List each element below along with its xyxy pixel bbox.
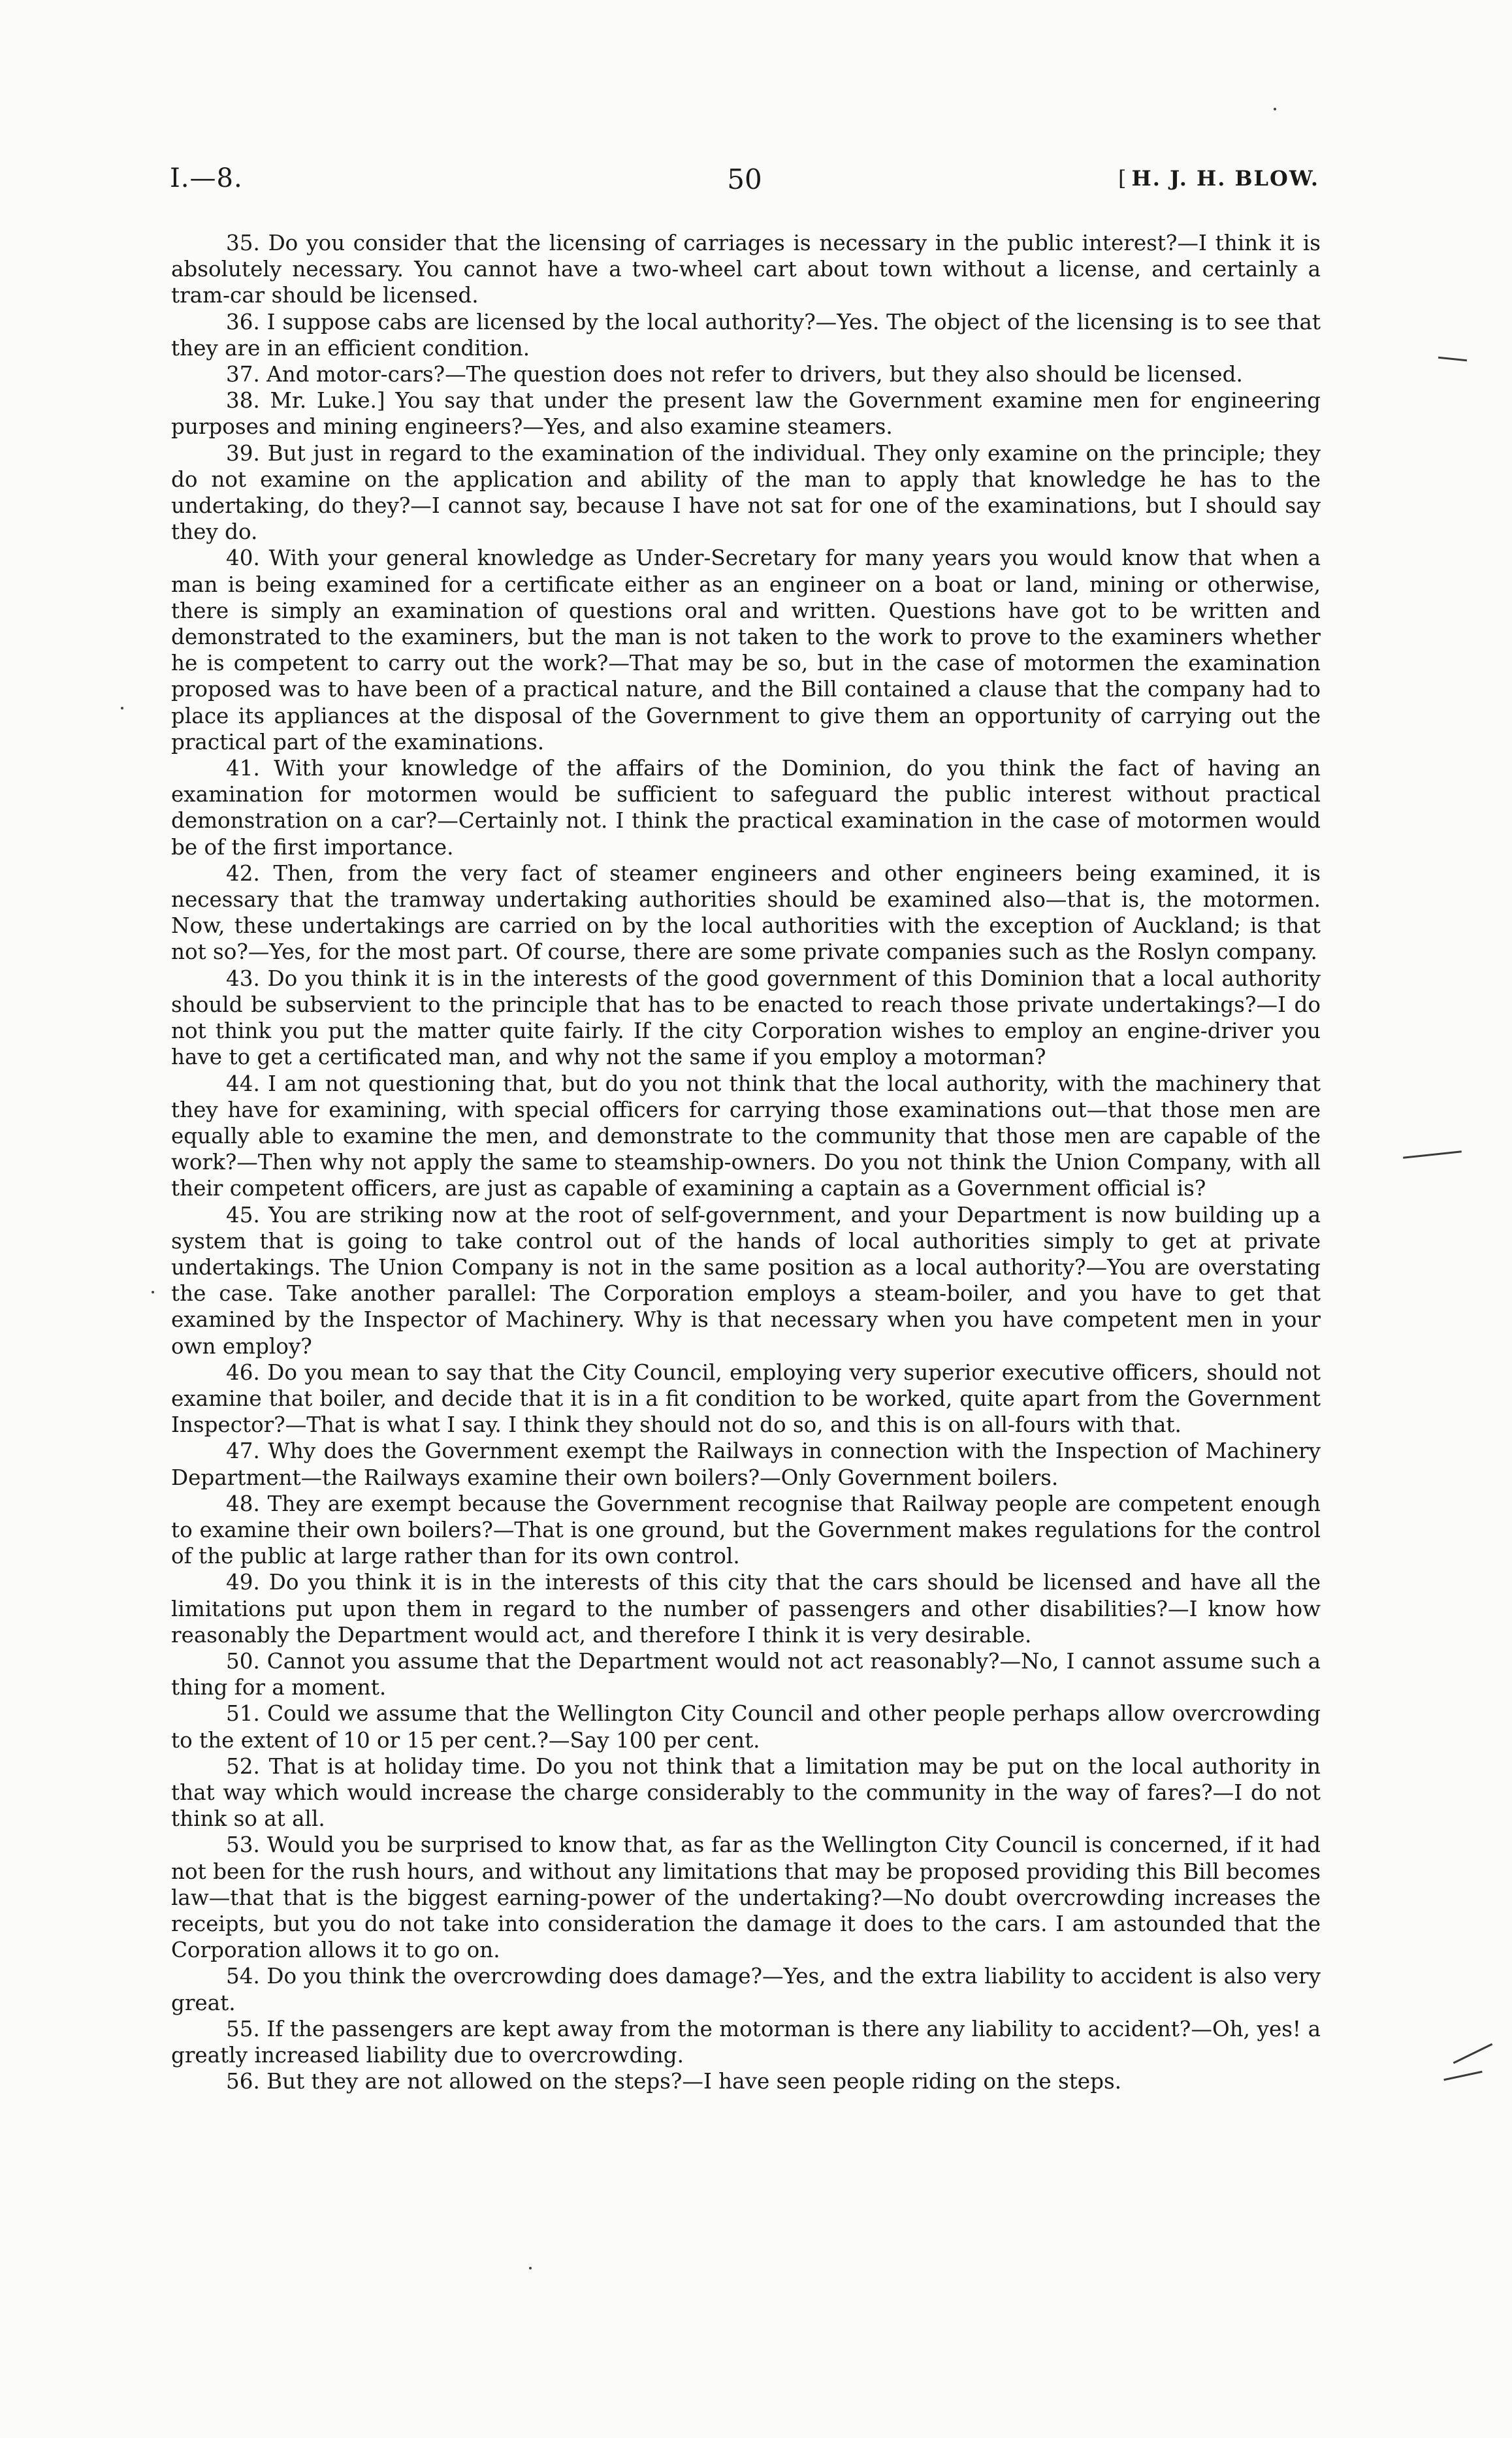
question-38: 38. Mr. Luke.] You say that under the present law the Government examine men for engineering purposes and mining engineers?—Yes, and also examine steamers. — [171, 388, 1321, 440]
question-53: 53. Would you be surprised to know that, as far as the Wellington City Council is concerned, if it had not been for the rush hours, and without any limitations that may be proposed providing this Bill becomes law—that that is the biggest earning-power of the undertaking?—No doubt overcrowding increases the receipts, but you do not take into consideration the damage it does to the cars. I am astounded that the Corporation allows it to go on. — [171, 1832, 1321, 1963]
question-51: 51. Could we assume that the Wellington City Council and other people perhaps allow overcrowding to the extent of 10 or 15 per cent.?—Say 100 per cent. — [171, 1701, 1321, 1753]
question-55: 55. If the passengers are kept away from the motorman is there any liability to accident?—Oh, yes! a greatly increased liability due to overcrowding. — [171, 2016, 1321, 2068]
question-41: 41. With your knowledge of the affairs of the Dominion, do you think the fact of having an examination for motormen would be sufficient to safeguard the public interest without practical demonstration on a car?—Certainly not. I think the practical examination in the case of motormen would be of the first importance. — [171, 756, 1321, 860]
paper-speck — [152, 1291, 154, 1293]
question-39: 39. But just in regard to the examination of the individual. They only examine on the principle; they do not examine on the application and ability of the man to apply that knowledge he has to the undertaking, do they?—I cannot say, because I have not sat for one of the examinations, but I should say they do. — [171, 440, 1321, 545]
question-42: 42. Then, from the very fact of steamer engineers and other engineers being examined, it is necessary that the tramway undertaking authorities should be examined also—that is, the motormen. Now, these undertakings are carried on by the local authorities with the exception of Auckland; is that not so?—Yes, for the most part. Of course, there are some private companies such as the Roslyn company. — [171, 860, 1321, 965]
question-49: 49. Do you think it is in the interests of this city that the cars should be licensed and have all the limitations put upon them in regard to the number of passengers and other disabilities?—I know how reasonably the Department would act, and therefore I think it is very desirable. — [171, 1570, 1321, 1648]
question-48: 48. They are exempt because the Government recognise that Railway people are competent enough to examine their own boilers?—That is one ground, but the Government makes regulations for the control of the public at large rather than for its own control. — [171, 1491, 1321, 1569]
witness-name-text: H. J. H. BLOW. — [1131, 166, 1319, 191]
question-54: 54. Do you think the overcrowding does damage?—Yes, and the extra liability to accident is also very great. — [171, 1964, 1321, 2015]
page-number: 50 — [727, 163, 762, 195]
margin-pencil-mark — [1453, 2043, 1493, 2064]
paper-speck — [1274, 108, 1276, 110]
question-44: 44. I am not questioning that, but do you not think that the local authority, with the machinery that they have for examining, with special officers for carrying those examinations out—that those men are equally able to examine the men, and demonstrate to the community that those men are capable of the work?—Then why not apply the same to steamship-owners. Do you not think the Union Company, with all their competent officers, are just as capable of examining a captain as a Government official is? — [171, 1071, 1321, 1201]
question-35: 35. Do you consider that the licensing of carriages is necessary in the public interest?—I think it is absolutely necessary. You cannot have a two-wheel cart about town without a license, and certainly a tram-car should be licensed. — [171, 231, 1321, 308]
witness-name — [1118, 166, 1319, 191]
margin-pencil-mark — [1403, 1150, 1462, 1158]
question-37: 37. And motor-cars?—The question does not refer to drivers, but they also should be licensed. — [226, 362, 1243, 387]
paper-reference: I.—8. — [170, 163, 243, 193]
margin-pencil-mark — [1438, 357, 1467, 362]
question-36: 36. I suppose cabs are licensed by the local authority?—Yes. The object of the licensing is to see that they are in an efficient condition. — [171, 309, 1321, 361]
question-47: 47. Why does the Government exempt the Railways in connection with the Inspection of Machinery Department—the Railways examine their own boilers?—Only Government boilers. — [171, 1438, 1321, 1490]
question-46: 46. Do you mean to say that the City Council, employing very superior executive officers, should not examine that boiler, and decide that it is in a fit condition to be worked, quite apart from the Government Inspector?—That is what I say. I think they should not do so, and this is on all-fours with that. — [171, 1359, 1321, 1438]
question-52: 52. That is at holiday time. Do you not think that a limitation may be put on the local authority in that way which would increase the charge considerably to the community in the way of fares?—I do not think so at all. — [171, 1753, 1321, 1832]
question-50: 50. Cannot you assume that the Department would not act reasonably?—No, I cannot assume such a thing for a moment. — [171, 1648, 1321, 1700]
question-43: 43. Do you think it is in the interests of the good government of this Dominion that a local authority should be subservient to the principle that has to be enacted to reach those private undertakings?—I do not think you put the matter quite fairly. If the city Corporation wishes to employ an engine-driver you have to get a certificated man, and why not the same if you employ a motorman? — [171, 966, 1321, 1070]
question-56: 56. But they are not allowed on the steps?—I have seen people riding on the steps. — [226, 2069, 1122, 2094]
margin-pencil-mark — [1443, 2071, 1482, 2081]
header-bracket: [ — [1118, 166, 1128, 191]
paper-speck — [121, 707, 123, 709]
question-45: 45. You are striking now at the root of self-government, and your Department is now building up a system that is going to take control out of the hands of local authorities simply to get at private undertakings. The Union Company is not in the same position as a local authority?—You are overstating the case. Take another parallel: The Corporation employs a steam-boiler, and you have to get that examined by the Inspector of Machinery. Why is that necessary when you have competent men in your own employ? — [171, 1202, 1321, 1359]
paper-speck — [529, 2267, 532, 2269]
page-header — [170, 163, 1319, 203]
question-40: 40. With your general knowledge as Under-Secretary for many years you would know that when a man is being examined for a certificate either as an engineer on a boat or land, mining or otherwise, there is simply an examination of questions oral and written. Questions have got to be written and demonstrated to the examiners, but the man is not taken to the work to prove to the examiners whether he is competent to carry out the work?—That may be so, but in the case of motormen the examination proposed was to have been of a practical nature, and the Bill contained a clause that the company had to place its appliances at the disposal of the Government to give them an opportunity of carrying out the practical part of the examinations. — [171, 545, 1321, 755]
evidence-text — [171, 230, 1321, 2094]
